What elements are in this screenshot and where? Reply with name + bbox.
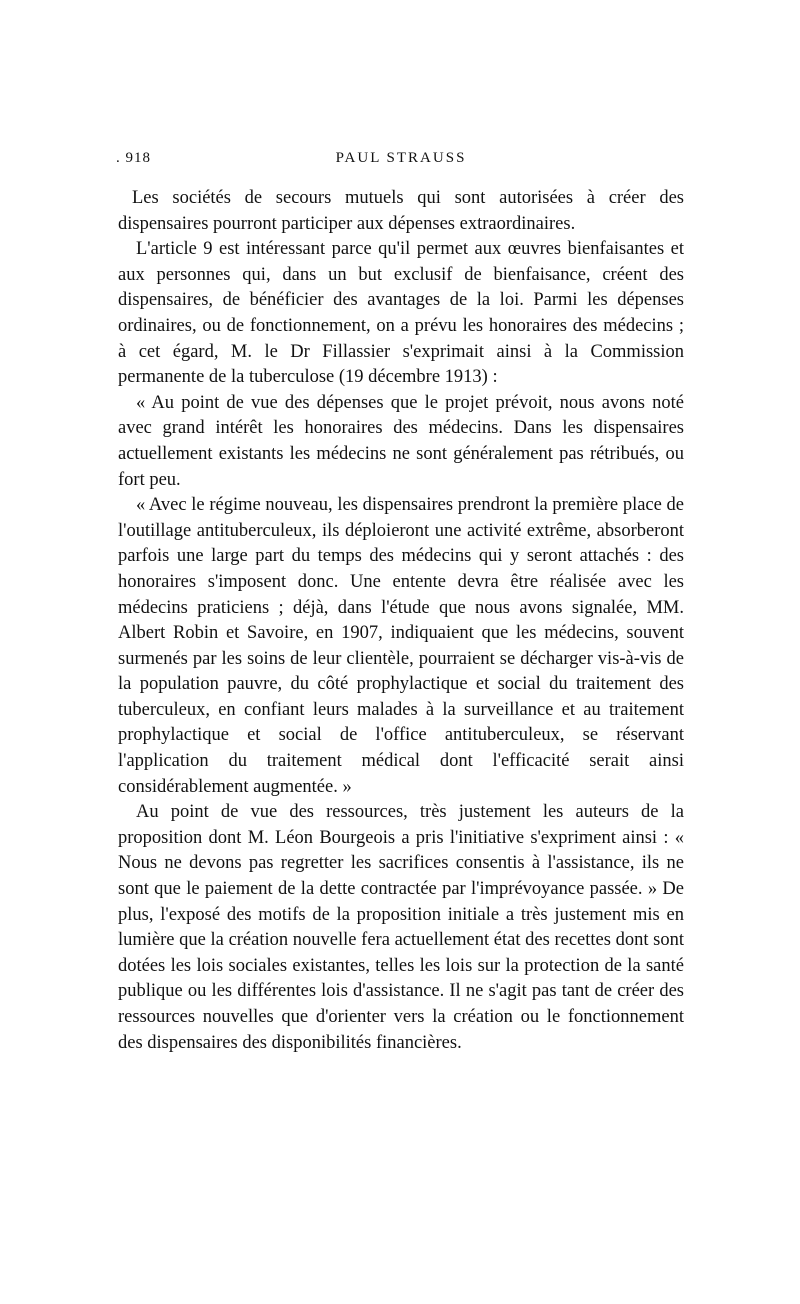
paragraph-article-9: L'article 9 est intéressant parce qu'il permet aux œuvres bienfaisantes et aux personnes qui, dans un but exclusif de bienfaisance, créent des dispensaires, de bénéficier des avantages de la loi. Parmi les dépenses ordinaires, ou de fonctionnement, on a prévu les honoraires des médecins ; à cet égard, M. le Dr Fillassier s'exprimait ainsi à la Commission permanente de la tuberculose (19 décembre 1913) : [118, 239, 684, 388]
body-text [118, 186, 684, 1056]
page-number: . 918 [116, 150, 151, 166]
paragraph-ressources: Au point de vue des ressources, très justement les auteurs de la proposition dont M. Léon Bourgeois a pris l'initiative s'expriment ainsi : « Nous ne devons pas regretter les sacrifices consentis à l'assistance, ils ne sont que le paiement de la dette contractée par l'imprévoyance passée. » De plus, l'exposé des motifs de la proposition initiale a très justement mis en lumière que la création nouvelle fera actuellement état des recettes dont sont dotées les lois sociales existantes, telles les lois sur la protection de la santé publique ou les différentes lois d'assistance. Il ne s'agit pas tant de créer des ressources nouvelles que d'orienter vers la création ou le fonctionnement des dispensaires des disponibilités financières. [118, 802, 684, 1053]
paragraph-quote-regime: « Avec le régime nouveau, les dispensaires prendront la première place de l'outillage antituberculeux, ils déploieront une activité extrême, absorberont parfois une large part du temps des médecins qui y seront attachés : des honoraires s'imposent donc. Une entente devra être réalisée avec les médecins praticiens ; déjà, dans l'étude que nous avons signalée, MM. Albert Robin et Savoire, en 1907, indiquaient que les médecins, souvent surmenés par les soins de leur clientèle, pourraient se décharger vis-à-vis de la population pauvre, du côté prophylactique et social du traitement des tuberculeux, en confiant leurs malades à la surveillance et au traitement prophylactique et social de l'office antituberculeux, se réservant l'application du traitement médical dont l'efficacité serait ainsi considérablement augmentée. » [118, 495, 684, 797]
paragraph-societes: Les sociétés de secours mutuels qui sont autorisées à créer des dispensaires pourront participer aux dépenses extraordinaires. [118, 188, 684, 234]
running-title: PAUL STRAUSS [335, 150, 467, 166]
running-head [116, 150, 686, 174]
paragraph-quote-depenses: « Au point de vue des dépenses que le projet prévoit, nous avons noté avec grand intérêt les honoraires des médecins. Dans les dispensaires actuellement existants les médecins ne sont généralement pas rétribués, ou fort peu. [118, 392, 684, 490]
